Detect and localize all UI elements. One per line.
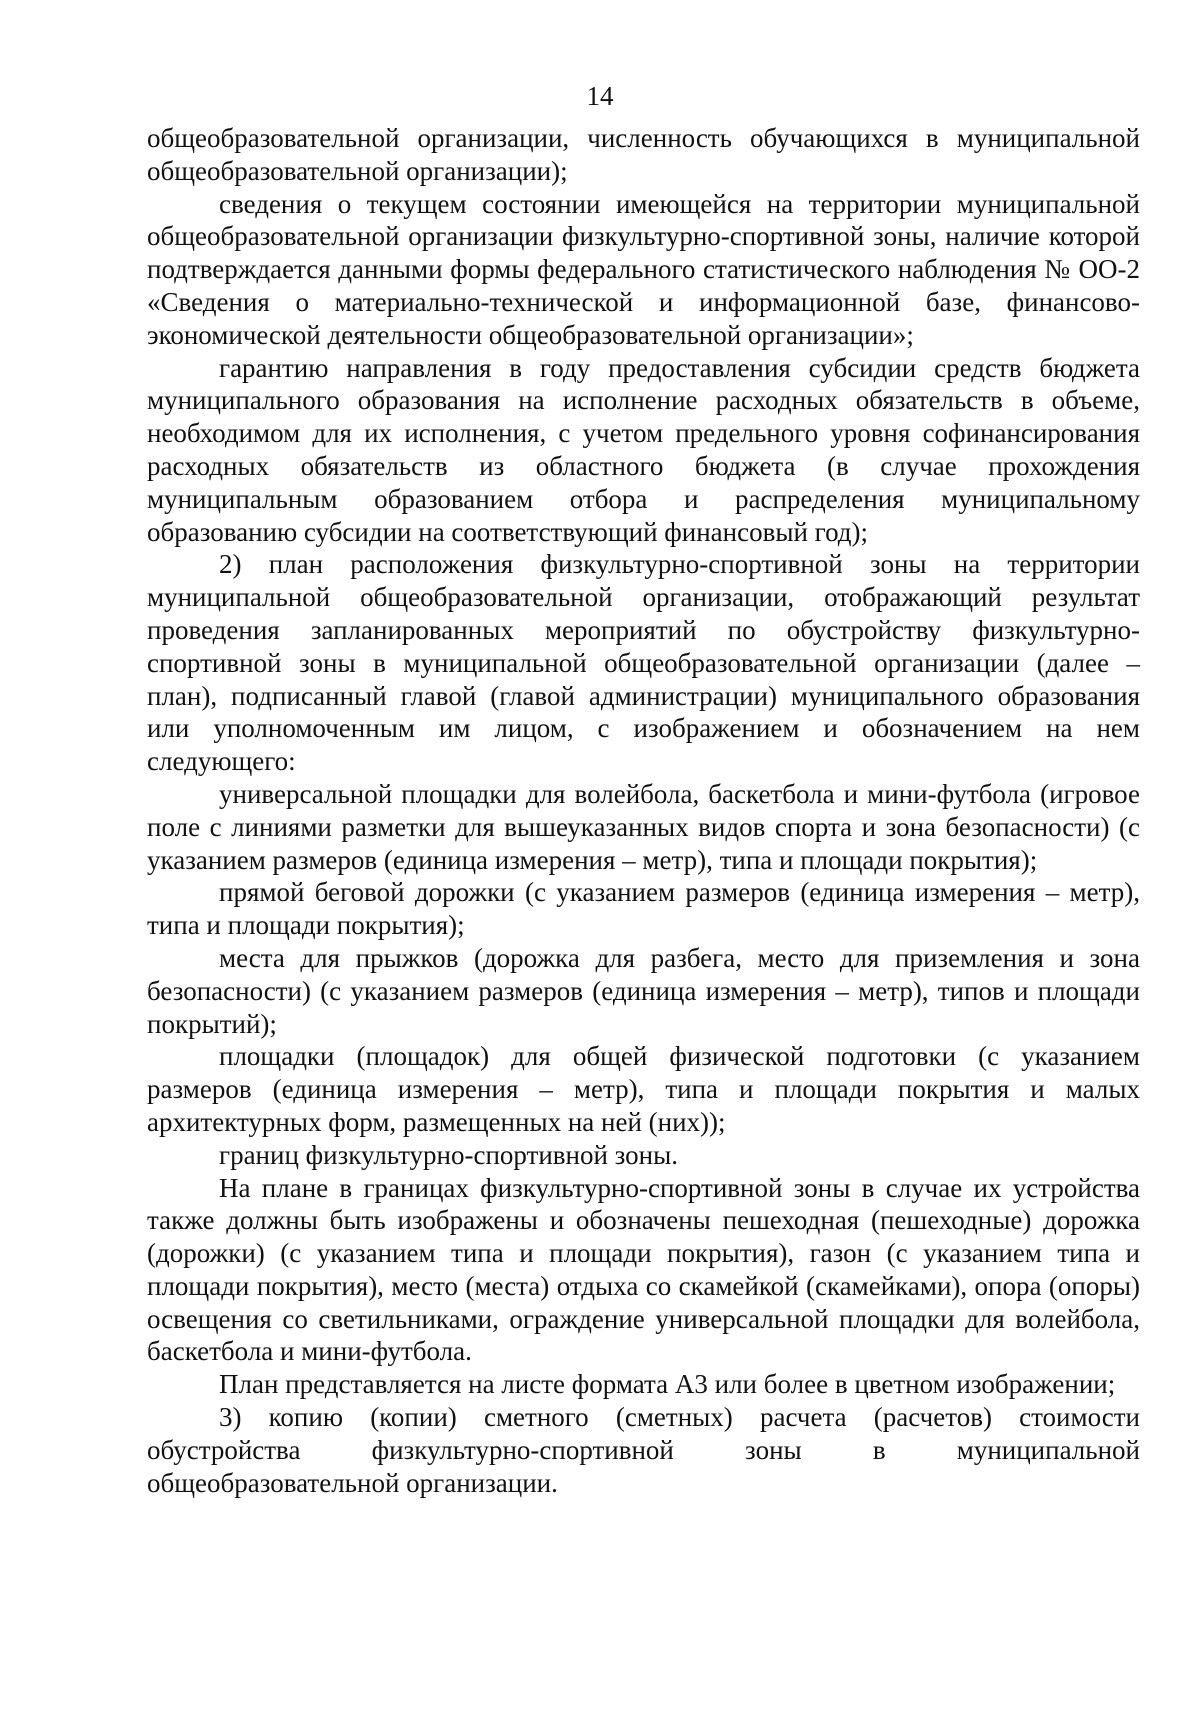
paragraph-plan-format: План представляется на листе формата А3 или более в цветном изображении; bbox=[219, 1369, 1116, 1400]
paragraph-fitness-area: площадки (площадок) для общей физической подготовки (с указанием размеров (единица измерения – метр), типа и площади покрытия и малых архитектурных форм, размещенных на ней (них)); bbox=[147, 1041, 1140, 1137]
paragraph-plan-additional-items: На плане в границах физкультурно-спортивной зоны в случае их устройства также должны быть изображены и обозначены пешеходная (пешеходные) дорожка (дорожки) (с указанием типа и площади покрытия), газон (с указанием типа и площади покрытия), место (места) отдыха со скамейкой (скамейками), опора (опоры) освещения со светильниками, ограждение универсальной площадки для волейбола, баскетбола и мини-футбола. bbox=[147, 1172, 1140, 1367]
paragraph-item-2-plan: 2) план расположения физкультурно-спортивной зоны на территории муниципальной общеобразовательной организации, отображающий результат проведения запланированных мероприятий по обустройству физкультурно-спортивной зоны в муниципальной общеобразовательной организации (далее – план), подписанный главой (главой администрации) муниципального образования или уполномоченным им лицом, с изображением и обозначением на нем следующего: bbox=[147, 549, 1140, 777]
paragraph-zone-boundaries: границ физкультурно-спортивной зоны. bbox=[219, 1139, 679, 1170]
page-number: 14 bbox=[586, 81, 614, 111]
paragraph-current-state-info: сведения о текущем состоянии имеющейся на территории муниципальной общеобразовательной организации физкультурно-спортивной зоны, наличие которой подтверждается данными формы федерального статистического наблюдения № ОО-2 «Сведения о материально-технической и информационной базе, финансово-экономической деятельности общеобразовательной организации»; bbox=[147, 188, 1140, 350]
paragraph-universal-court: универсальной площадки для волейбола, баскетбола и мини-футбола (игровое поле с линиями разметки для вышеуказанных видов спорта и зона безопасности) (с указанием размеров (единица измерения – метр), типа и площади покрытия); bbox=[147, 778, 1140, 875]
paragraph-jump-area: места для прыжков (дорожка для разбега, место для приземления и зона безопасности) (с указанием размеров (единица измерения – метр), типов и площади покрытий); bbox=[147, 942, 1140, 1039]
paragraph-budget-guarantee: гарантию направления в году предоставления субсидии средств бюджета муниципального образования на исполнение расходных обязательств в объеме, необходимом для их исполнения, с учетом предельного уровня софинансирования расходных обязательств из областного бюджета (в случае прохождения муниципальным образованием отбора и распределения муниципальному образованию субсидии на соответствующий финансовый год); bbox=[147, 352, 1140, 547]
document-body bbox=[147, 122, 1140, 1499]
paragraph-continuation: общеобразовательной организации, численность обучающихся в муниципальной общеобразовательной организации); bbox=[147, 123, 1140, 186]
paragraph-item-3-estimate: 3) копию (копии) сметного (сметных) расчета (расчетов) стоимости обустройства физкультурно-спортивной зоны в муниципальной общеобразовательной организации. bbox=[147, 1402, 1140, 1498]
paragraph-running-track: прямой беговой дорожки (с указанием размеров (единица измерения – метр), типа и площади покрытия); bbox=[147, 877, 1140, 941]
